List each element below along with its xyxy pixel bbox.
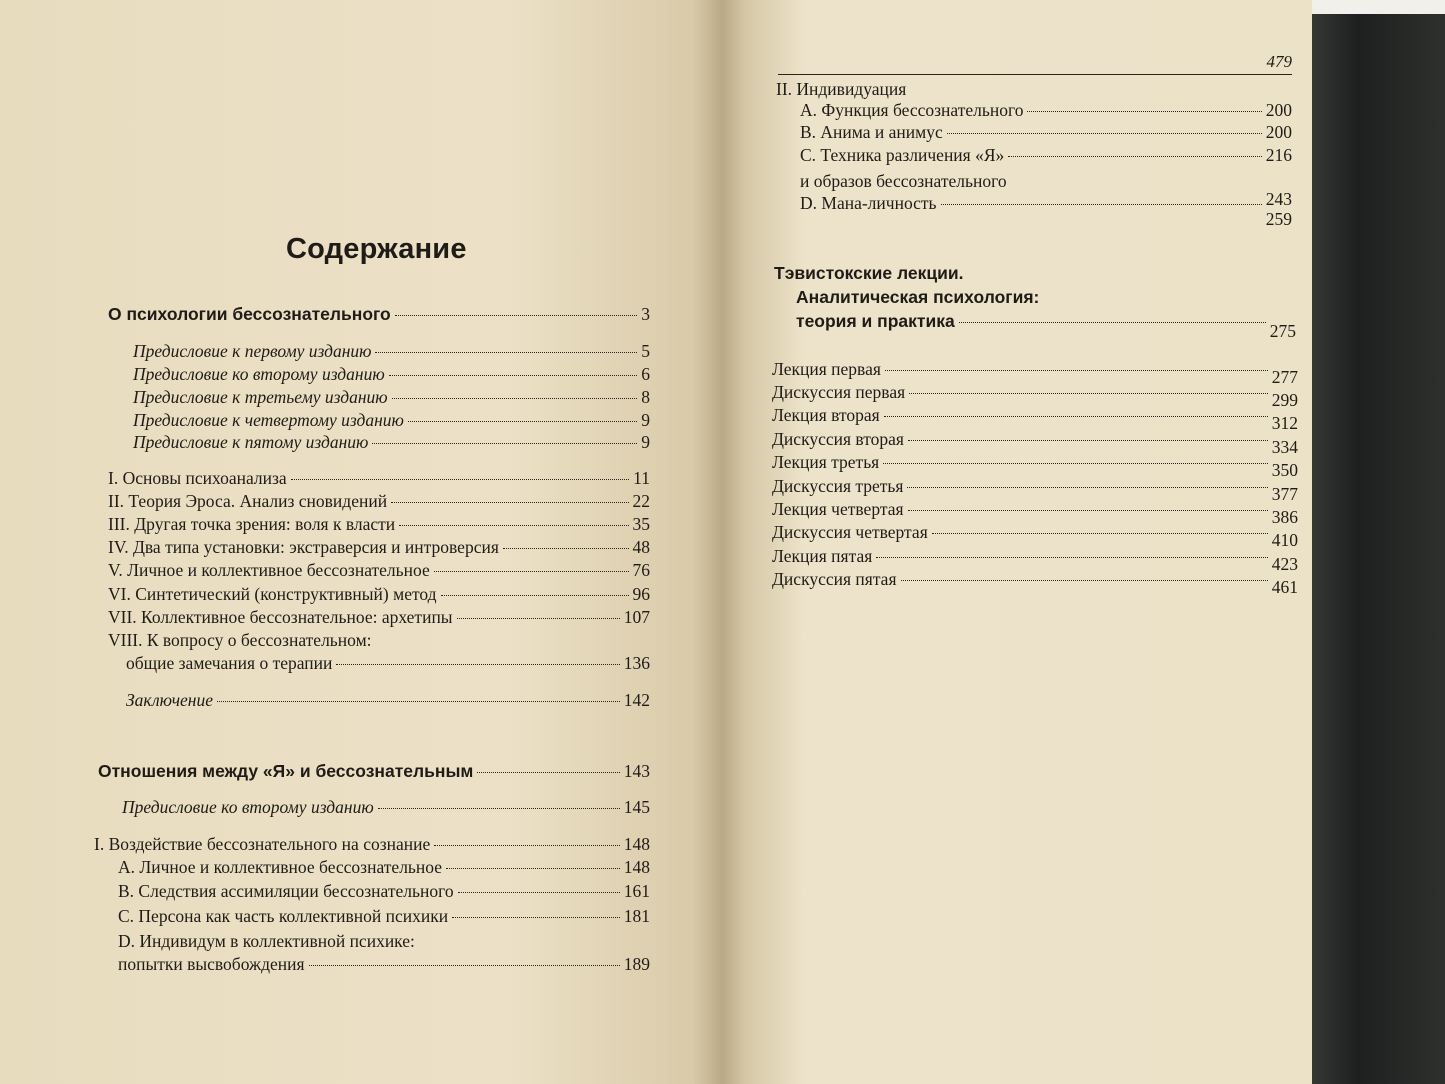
toc-entry-page: 3 <box>641 304 650 324</box>
toc-entry-page: 11 <box>633 468 650 488</box>
toc-entry-page: 277 <box>1271 367 1298 387</box>
toc-entry-page: 243 <box>1265 189 1292 209</box>
toc-entry-text: Дискуссия первая <box>772 382 906 402</box>
toc-entry-preface-3 <box>133 386 650 408</box>
toc-entry-text: IV. Два типа установки: экстраверсия и интроверсия <box>108 537 499 557</box>
toc-entry-page: 377 <box>1271 484 1298 504</box>
toc-entry-text: I. Основы психоанализа <box>108 468 287 488</box>
toc-entry-tavistock <box>796 310 1296 341</box>
toc-entry-tavistock-line2: Аналитическая психология: <box>796 287 1040 307</box>
toc-entry-text: VI. Синтетический (конструктивный) метод <box>108 584 437 604</box>
toc-entry-text: Отношения между «Я» и бессознательным <box>98 761 474 781</box>
toc-entry-page: 96 <box>632 584 650 604</box>
toc-entry-text: C. Персона как часть коллективной психики <box>118 906 449 926</box>
toc-entry-text: Лекция четвертая <box>772 499 904 519</box>
toc-entry-text: C. Техника различения «Я» <box>800 145 1005 165</box>
toc-entry-page: 350 <box>1271 460 1298 480</box>
toc-entry-text: V. Личное и коллективное бессознательное <box>108 560 430 580</box>
toc-entry-text: Дискуссия четвертая <box>772 522 928 542</box>
toc-entry-page: 136 <box>623 653 650 673</box>
toc-entry-text: Лекция вторая <box>772 405 880 425</box>
toc-entry-page: 334 <box>1271 437 1298 457</box>
toc-entry-page: 259 <box>1265 209 1292 229</box>
toc-entry-tavistock-line1: Тэвистокские лекции. <box>774 263 964 283</box>
toc-entry-page: 461 <box>1271 577 1298 597</box>
toc-entry-individuation-a <box>800 99 1292 121</box>
toc-entry-page: 8 <box>641 387 650 407</box>
toc-entry-chapter-8 <box>126 652 650 674</box>
toc-entry-part2-sub-a <box>118 856 650 878</box>
toc-entry-text: Лекция третья <box>772 452 880 472</box>
toc-entry-chapter-4 <box>108 536 650 558</box>
toc-entry-text: Лекция пятая <box>772 546 873 566</box>
toc-entry-page: 76 <box>632 560 650 580</box>
toc-entry-page: 48 <box>632 537 650 557</box>
toc-entry-individuation-title: II. Индивидуация <box>776 79 907 99</box>
toc-entry-text: и образов бессознательного <box>800 171 1007 191</box>
toc-entry-page: 189 <box>623 954 650 974</box>
toc-entry-discussion-5 <box>772 568 1298 597</box>
toc-entry-preface-4 <box>133 409 650 431</box>
toc-entry-page: 216 <box>1265 145 1292 165</box>
toc-entry-text: Заключение <box>126 690 214 710</box>
toc-entry-text: теория и практика <box>796 311 955 331</box>
toc-entry-part2-sub-d <box>118 953 650 975</box>
toc-entry-text: D. Мана-личность <box>800 193 937 213</box>
toc-entry-text: Предисловие к третьему изданию <box>133 387 388 407</box>
toc-entry-text: B. Анима и анимус <box>800 122 943 142</box>
toc-entry-preface-1 <box>133 340 650 362</box>
toc-entry-text: Дискуссия третья <box>772 476 904 496</box>
toc-entry-page: 142 <box>623 690 650 710</box>
toc-entry-page: 35 <box>632 514 650 534</box>
toc-entry-text: I. Воздействие бессознательного на сознание <box>94 834 431 854</box>
page-title: Содержание <box>286 233 467 265</box>
toc-entry-part2-sub-d-title: D. Индивидум в коллективной психике: <box>118 931 415 951</box>
toc-entry-text: Предисловие ко второму изданию <box>133 364 385 384</box>
toc-entry-text: О психологии бессознательного <box>108 304 391 324</box>
toc-entry-text: Предисловие к пятому изданию <box>133 432 369 452</box>
toc-entry-text: VII. Коллективное бессознательное: архетипы <box>108 607 453 627</box>
book-cover-edge <box>1300 0 1445 1084</box>
toc-entry-lecture-1 <box>772 358 1298 387</box>
toc-entry-lecture-5 <box>772 545 1298 574</box>
toc-entry-page: 200 <box>1265 122 1292 142</box>
toc-entry-chapter-1 <box>108 467 650 489</box>
toc-entry-chapter-6 <box>108 583 650 605</box>
toc-entry-page: 145 <box>623 797 650 817</box>
toc-entry-page: 423 <box>1271 554 1298 574</box>
toc-entry-text: Дискуссия пятая <box>772 569 897 589</box>
toc-entry-page: 148 <box>623 857 650 877</box>
toc-entry-individuation-b <box>800 121 1292 143</box>
toc-entry-text: попытки высвобождения <box>118 954 305 974</box>
toc-entry-page: 148 <box>623 834 650 854</box>
toc-entry-page: 299 <box>1271 390 1298 410</box>
toc-entry-part2 <box>98 760 650 782</box>
toc-entry-text: Предисловие ко второму изданию <box>122 797 374 817</box>
toc-entry-page: 143 <box>623 761 650 781</box>
toc-entry-part2-sub-c <box>118 905 650 927</box>
toc-entry-page: 275 <box>1269 321 1296 341</box>
toc-entry-chapter-7 <box>108 606 650 628</box>
toc-entry-lecture-2 <box>772 404 1298 433</box>
toc-entry-discussion-3 <box>772 475 1298 504</box>
toc-entry-text: II. Теория Эроса. Анализ сновидений <box>108 491 388 511</box>
toc-entry-discussion-2 <box>772 428 1298 457</box>
toc-entry-individuation-c <box>800 144 1292 166</box>
toc-entry-page: 312 <box>1271 413 1298 433</box>
toc-entry-page: 386 <box>1271 507 1298 527</box>
toc-entry-chapter-2 <box>108 490 650 512</box>
toc-entry-part2-chapter-1 <box>94 833 650 855</box>
toc-entry-page: 181 <box>623 906 650 926</box>
toc-entry-page: 200 <box>1265 100 1292 120</box>
toc-entry-page: 9 <box>641 432 650 452</box>
toc-entry-lecture-3 <box>772 451 1298 480</box>
toc-entry-part2-sub-b <box>118 880 650 902</box>
toc-entry-text: A. Функция бессознательного <box>800 100 1024 120</box>
toc-entry-page: 410 <box>1271 530 1298 550</box>
toc-entry-text: Предисловие к четвертому изданию <box>133 410 404 430</box>
toc-entry-page: 22 <box>632 491 650 511</box>
toc-entry-chapter-5 <box>108 559 650 581</box>
toc-entry-part2-preface <box>122 796 650 818</box>
toc-entry-text: Дискуссия вторая <box>772 429 904 449</box>
toc-entry-text: A. Личное и коллективное бессознательное <box>118 857 442 877</box>
toc-entry-page: 9 <box>641 410 650 430</box>
toc-entry-page: 161 <box>623 881 650 901</box>
toc-entry-page: 6 <box>641 364 650 384</box>
header-rule <box>778 74 1292 75</box>
toc-entry-page: 107 <box>623 607 650 627</box>
toc-entry-chapter-8-title: VIII. К вопросу о бессознательном: <box>108 630 372 650</box>
toc-entry-text: III. Другая точка зрения: воля к власти <box>108 514 396 534</box>
toc-entry-preface-2 <box>133 363 650 385</box>
toc-entry-text: B. Следствия ассимиляции бессознательного <box>118 881 454 901</box>
toc-entry-text: Лекция первая <box>772 359 881 379</box>
toc-entry-individuation-d <box>800 192 1292 229</box>
toc-entry-preface-5 <box>133 431 650 453</box>
toc-entry-discussion-4 <box>772 521 1298 550</box>
toc-entry-text: Предисловие к первому изданию <box>133 341 372 361</box>
toc-entry-text: общие замечания о терапии <box>126 653 333 673</box>
toc-entry-page: 5 <box>641 341 650 361</box>
toc-entry-conclusion <box>126 689 650 711</box>
toc-entry-part1 <box>108 303 650 325</box>
toc-entry-chapter-3 <box>108 513 650 535</box>
toc-entry-lecture-4 <box>772 498 1298 527</box>
page-number: 479 <box>1266 52 1292 71</box>
toc-entry-discussion-1 <box>772 381 1298 410</box>
